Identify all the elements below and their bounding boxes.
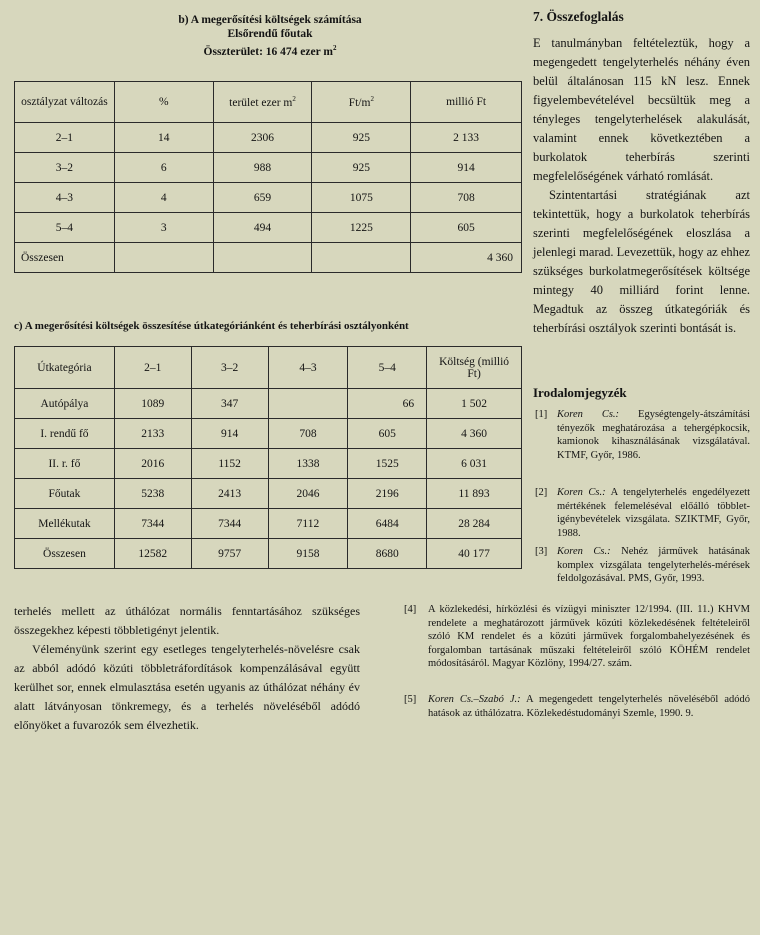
table-header-cell: $Ft/m^2$ [312,82,411,123]
table-cell: 1152 [191,449,268,479]
table-cell: 2–1 [15,123,115,153]
table-header-cell: terület ezer $m^2$ [213,82,312,123]
table-cell: 11 893 [427,479,522,509]
table-cell: 925 [312,153,411,183]
reference-item: [5] Koren Cs.–Szabó J.: A megengedett tengelyterhelés növeléséből adódó hatások az úthálózatra. Közlekedéstudományi Szemle, 1990. 9. [404,694,750,719]
summary-text [533,34,750,338]
table-cell: I. rendű fő [15,419,115,449]
summary-paragraph: Szintentartási stratégiának azt tekintettük, hogy a burkolatok teherbírás szerinti megfelelőségének eloszlása a jelenlegi marad. Levezettük, hogy az ehhez szükséges burkolatmegerősítések költsége mintegy 40 milliárd forint lenne. Megadtuk az összeg útkategóriák és teherbírási osztályok szerinti bontását is. [533,188,750,335]
table-cell [114,243,213,273]
table-cell: 9158 [268,539,348,569]
table-cell: Mellékutak [15,509,115,539]
table-cell: 6484 [348,509,427,539]
table-row [15,123,522,153]
table-cell: 4 [114,183,213,213]
table-cell: 2 133 [411,123,522,153]
table-header-cell: Költség (millió Ft) [427,347,522,389]
table-total-row [15,539,522,569]
table-cell: 2046 [268,479,348,509]
table-cell [213,243,312,273]
table-cell: 1338 [268,449,348,479]
table-cell: 1525 [348,449,427,479]
table-cell: 2133 [114,419,191,449]
table-cell: 6 [114,153,213,183]
table-b-title-line1: b) A megerősítési költségek számítása [178,14,362,26]
reference-item: [2] Koren Cs.: A tengelyterhelés engedélyezett mértékének felemeléséval előálló többlet-igénybevételek vizsgálata. SZIKTMF, Győr, 1988. [535,487,750,539]
left-body-text [14,602,360,735]
table-header-cell: 5–4 [348,347,427,389]
table-header-row [15,347,522,389]
table-cell: Főutak [15,479,115,509]
table-cell: Autópálya [15,389,115,419]
table-cell: Összesen [15,243,115,273]
table-header-cell: 2–1 [114,347,191,389]
table-row [15,419,522,449]
table-cell: 1075 [312,183,411,213]
table-cell: 4 360 [427,419,522,449]
table-cell: 28 284 [427,509,522,539]
table-row [15,183,522,213]
table-row [15,479,522,509]
table-cell: 914 [411,153,522,183]
table-cell: 925 [312,123,411,153]
reference-item: [4] A közlekedési, hírközlési és vízügyi miniszter 12/1994. (III. 11.) KHVM rendelete a meghatározott járművek közúti közlekedésének feltételeiről szóló KM rendelet és a közúti járművek forgalombahelyezésének és forgalomban tartásának műszaki feltételeiről szóló KÖHÉM rendelet módosításáról. Magyar Közlöny, 1994/27. szám. [404,604,750,669]
table-header-cell: millió Ft [411,82,522,123]
table-cell: 6 031 [427,449,522,479]
table-cell: 66 [348,389,427,419]
table-row [15,509,522,539]
reference-item: [1] Koren Cs.: Egységtengely-átszámítási tényezők meghatározása a tehergépkocsik, kamionok kihasználásának vizsgálatával. KTMF, Győr, 1986. [535,409,751,461]
table-cell [312,243,411,273]
table-cell: 3 [114,213,213,243]
table-cell: 2413 [191,479,268,509]
table-cell: 7344 [114,509,191,539]
table-cell: 14 [114,123,213,153]
table-cell: 40 177 [427,539,522,569]
table-cell: 1225 [312,213,411,243]
cost-calculation-table [14,81,522,273]
table-cell: 2196 [348,479,427,509]
summary-paragraph: E tanulmányban feltételeztük, hogy a megengedett tengelyterhelés néhány éven belül általánosan 115 kN lesz. Ennek figyelembevételével becsültük meg a tényleges tengelyterhelések alakulását, valamint ennek következtében a burkolatok teherbírás szerinti megfelelőségének várható romlását. [533,36,750,183]
table-b-title-line2: Elsőrendű főutak [227,28,313,40]
table-row [15,449,522,479]
table-cell: 3–2 [15,153,115,183]
table-header-cell: Útkategória [15,347,115,389]
table-cell: 708 [411,183,522,213]
table-cell: 347 [191,389,268,419]
references-heading: Irodalomjegyzék [533,385,627,400]
table-header-cell: % [114,82,213,123]
table-cell: 5238 [114,479,191,509]
table-cell: 494 [213,213,312,243]
body-paragraph: terhelés mellett az úthálózat normális fenntartásához szükséges összegekhez képesti többletigényt jelentik. [14,604,360,637]
table-cell: 2306 [213,123,312,153]
table-cell: II. r. fő [15,449,115,479]
table-cell: 1089 [114,389,191,419]
table-cell: 7112 [268,509,348,539]
table-cell: Összesen [15,539,115,569]
summary-heading: 7. Összefoglalás [533,9,624,24]
body-paragraph: Véleményünk szerint egy esetleges tengelyterhelés-növelésre csak az abból adódó közúti többletráfordítások kompenzálásával együtt kerülhet sor, ennek elmulasztása esetén ugyanis az úthálózat néhány év alatt látványosan tönkremegy, és a terhelés növeléséből adódó előnyöket a fuvarozók sem élvezhetik. [14,642,360,732]
table-row [15,213,522,243]
table-cell: 605 [348,419,427,449]
table-row [15,389,522,419]
reference-item: [3] Koren Cs.: Nehéz járművek hatásának komplex vizsgálata tengelyterhelés-mérések feldolgozásával. PMS, Győr, 1993. [535,546,750,584]
table-header-row [15,82,522,123]
table-cell: 708 [268,419,348,449]
table-header-cell: 3–2 [191,347,268,389]
table-cell: 1 502 [427,389,522,419]
table-b-title [110,13,430,59]
table-cell: 8680 [348,539,427,569]
cost-summary-table [14,346,522,569]
table-row [15,153,522,183]
table-cell: 2016 [114,449,191,479]
table-cell: 4 360 [411,243,522,273]
table-cell: 988 [213,153,312,183]
table-cell: 659 [213,183,312,213]
table-cell: 605 [411,213,522,243]
table-b-title-line3: Összterület: 16 474 ezer $m^2$ [203,44,337,58]
table-cell: 914 [191,419,268,449]
table-cell [268,389,348,419]
table-cell: 7344 [191,509,268,539]
table-cell: 4–3 [15,183,115,213]
table-cell: 5–4 [15,213,115,243]
table-cell: 12582 [114,539,191,569]
table-cell: 9757 [191,539,268,569]
table-total-row [15,243,522,273]
table-header-cell: osztályzat változás [15,82,115,123]
table-header-cell: 4–3 [268,347,348,389]
table-c-title: c) A megerősítési költségek összesítése útkategóriánként és teherbírási osztályonként [14,320,409,332]
